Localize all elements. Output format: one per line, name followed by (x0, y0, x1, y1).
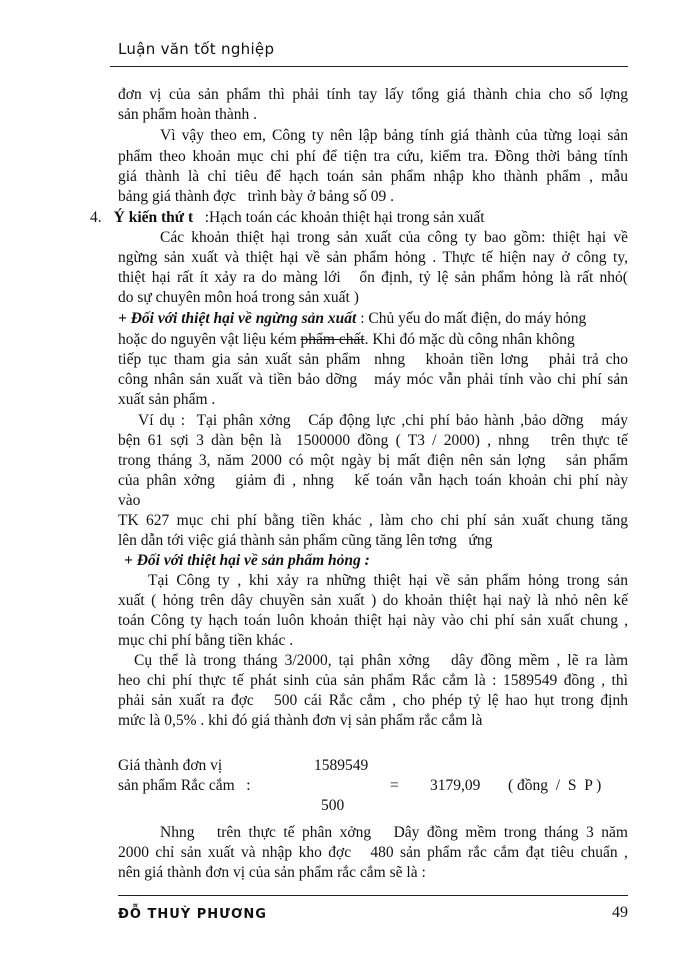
text-line: đơn vị của sản phẩm thì phải tính tay lấy tổng giá thành chia cho số lợng (118, 86, 628, 103)
text-line (118, 330, 628, 350)
text-line: nên giá thành đơn vị của sản phẩm rắc cắm sẽ là : (118, 864, 426, 881)
text-line: xuất sản phẩm . (118, 391, 216, 408)
text-line: do sự chuyên môn hoá trong sản xuất ) (118, 289, 359, 306)
formula-unit: ( đồng / S P ) (508, 777, 602, 794)
text-span: : Chủ yếu do mất điện, do máy hỏng (356, 310, 587, 327)
formula-equals: = (390, 777, 399, 794)
text-line: phải sản xuất ra đợc 500 cái Rắc cắm , cho phép tỷ lệ hao hụt trong định (118, 692, 628, 709)
text-line: sản phẩm hoàn thành . (118, 106, 258, 123)
subheading: + Đối với thiệt hại về ngừng sản xuất (118, 310, 357, 327)
subheading: + Đối với thiệt hại về sản phẩm hỏng : (124, 552, 370, 569)
section-number: 4. (90, 209, 102, 226)
text-line: tiếp tục tham gia sản xuất sản phẩm nhng khoản tiền lơng phải trả cho (118, 351, 628, 368)
text-line: phẩm theo khoản mục chi phí để tiện tra cứu, kiểm tra. Đồng thời bảng tính (118, 148, 628, 165)
text-line: ngừng sản xuất và thiệt hại về sản phẩm hỏng . Thực tế hiện nay ở công ty, (118, 249, 628, 266)
section-title-bold: Ý kiến thứ t (113, 209, 194, 226)
text-line: 2000 chỉ sản xuất và nhập kho đợc 480 sản phẩm rắc cắm đạt tiêu chuẩn , (118, 844, 628, 861)
formula-denominator: 500 (321, 797, 345, 814)
text-line: trong tháng 3, năm 2000 có một ngày bị mất điện nên sản lợng sản phẩm (118, 452, 628, 469)
text-line: lên dẫn tới việc giá thành sản phẩm cũng tăng lên tơng ứng (118, 532, 493, 549)
running-header: Luận văn tốt nghiệp (118, 40, 275, 58)
text-line: xuất ( hỏng trên dây chuyền sản xuất ) do khoản thiệt hại naỳ là nhỏ nên kế (118, 592, 629, 609)
strikethrough-text: phẩm chất (300, 331, 365, 348)
text-line: mức là 0,5% . khi đó giá thành đơn vị sản phẩm rắc cắm là (118, 712, 483, 729)
formula-label: sản phẩm Rắc cắm : (118, 777, 251, 794)
text-line: Cụ thể là trong tháng 3/2000, tại phân xởng dây đồng mềm , lẽ ra làm (134, 652, 629, 669)
formula-result: 3179,09 (430, 777, 481, 794)
text-line: Các khoản thiệt hại trong sản xuất của công ty bao gồm: thiệt hại về (160, 229, 629, 246)
text-line: của phân xởng giảm đi , nhng kế toán vẫn hạch toán khoản chi phí này (118, 472, 629, 489)
formula-label: Giá thành đơn vị (118, 757, 223, 774)
footer-rule (118, 895, 628, 896)
text-line: vào (118, 492, 141, 509)
text-line: mục chi phí bằng tiền khác . (118, 632, 294, 649)
text-span: hoặc do nguyên vật liệu kém (118, 331, 301, 348)
text-span: . Khi đó mặc dù công nhân không (364, 331, 575, 348)
text-line: bảng giá thành đợc trình bày ở bảng số 09 . (118, 188, 394, 205)
text-line: Nhng trên thực tế phân xởng Dây đồng mềm trong tháng 3 năm (160, 824, 628, 841)
text-line: toán Công ty hạch toán luôn khoản thiệt hại này vào chi phí sản xuất chung , (118, 612, 629, 629)
text-line: heo chi phí thực tế phát sinh của sản phẩm Rắc cắm là : 1589549 đồng , thì (118, 672, 628, 689)
text-line: giá thành là chỉ tiêu để hạch toán sản phẩm nhập kho thành phẩm , mẫu (118, 168, 628, 185)
footer-author: ĐỖ THUỲ PHƯƠNG (118, 907, 267, 922)
text-line: thiệt hại rất ít xảy ra do màng lới ổn định, tỷ lệ sản phẩm hỏng là rất nhỏ( (118, 269, 628, 286)
text-line: Ví dụ : Tại phân xởng Cáp động lực ,chi phí bảo hành ,bảo dỡng máy (138, 412, 629, 429)
section-title: :Hạch toán các khoản thiệt hại trong sản xuất (193, 209, 485, 226)
subheading-line (118, 309, 628, 329)
header-rule (110, 66, 628, 67)
page-number: 49 (612, 904, 628, 921)
formula-numerator: 1589549 (314, 757, 369, 774)
text-line: công nhân sản xuất và tiền bảo dỡng máy móc vẫn phải tính vào chi phí sản (118, 371, 628, 388)
text-line: Tại Công ty , khi xảy ra những thiệt hại về sản phẩm hỏng trong sản (148, 572, 628, 589)
text-line: bện 61 sợi 3 dàn bện là 1500000 đồng ( T3 / 2000) , nhng trên thực tế (118, 432, 628, 449)
section-heading (90, 208, 600, 228)
text-line: TK 627 mục chi phí bằng tiền khác , làm cho chi phí sản xuất chung tăng (118, 512, 628, 529)
text-line: Vì vậy theo em, Công ty nên lập bảng tính giá thành của từng loại sản (160, 127, 629, 144)
